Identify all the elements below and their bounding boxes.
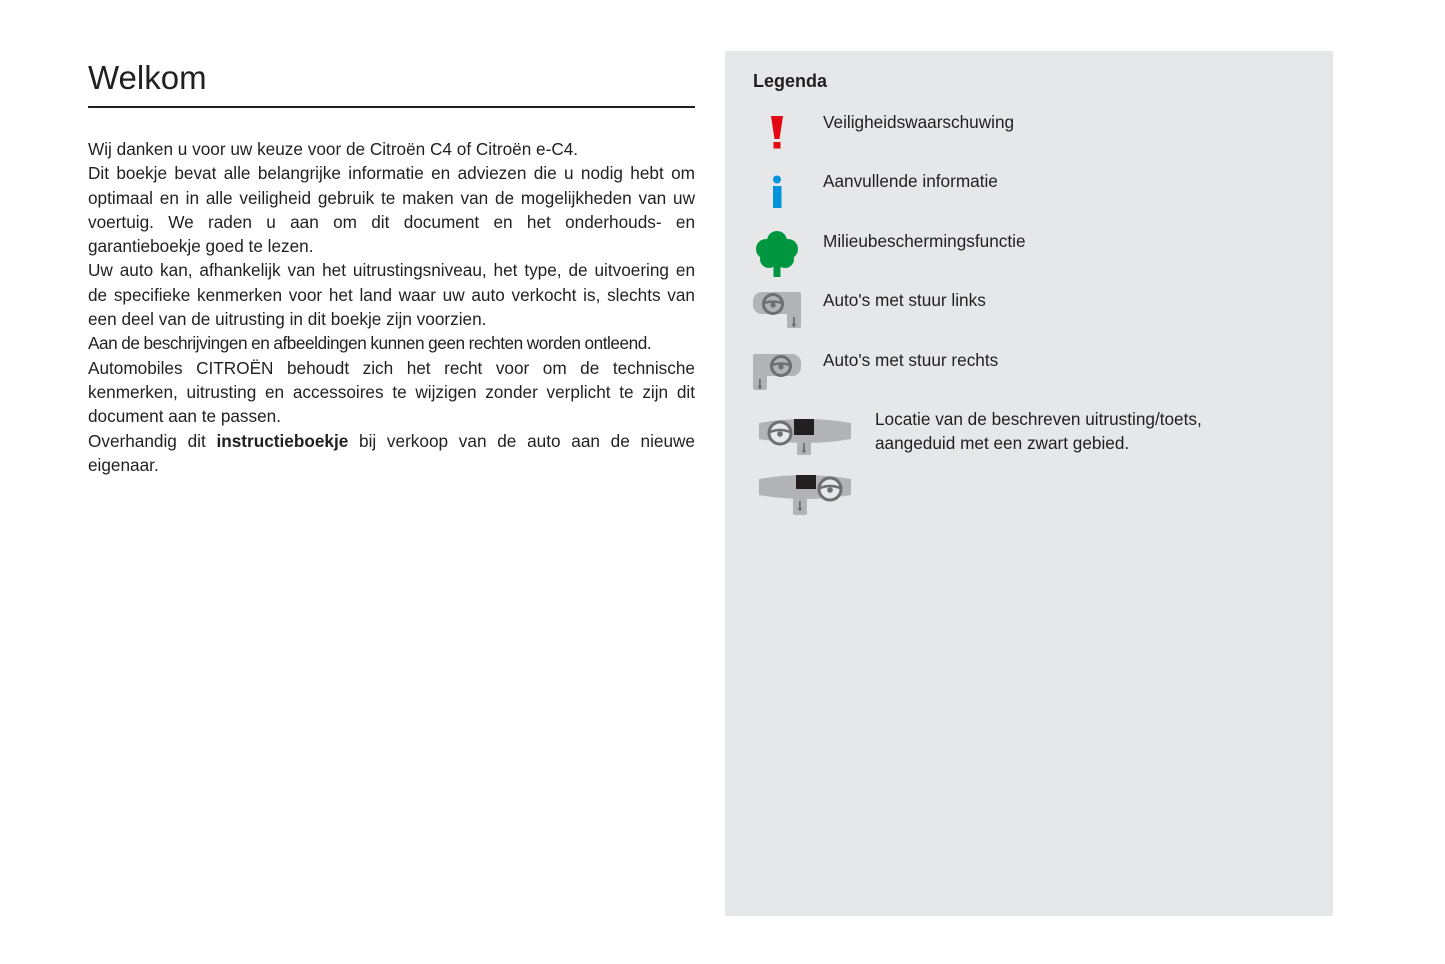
left-hand-drive-icon <box>753 288 803 330</box>
legend-panel <box>725 51 1333 916</box>
closing-bold-text: instructieboekje <box>216 430 349 451</box>
closing-paragraph <box>88 429 695 478</box>
intro-paragraph: Dit boekje bevat alle belangrijke informatie en adviezen die u nodig hebt om optimaal en in alle veiligheid gebruik te maken van de mogelijkheden van uw voertuig. We raden u aan om dit document en het onderhouds- en garantieboekje goed te lezen. <box>88 163 695 257</box>
legend-label: Locatie van de beschreven uitrusting/toets, aangeduid met een zwart gebied. <box>875 409 1202 453</box>
warning-icon <box>763 114 791 150</box>
intro-text <box>88 137 695 477</box>
info-icon <box>763 175 791 211</box>
legend-label: Aanvullende informatie <box>823 171 998 191</box>
intro-paragraph: Aan de beschrijvingen en afbeeldingen kunnen geen rechten worden ontleend. <box>88 333 652 354</box>
legend-title: Legenda <box>753 71 828 91</box>
legend-label: Veiligheidswaarschuwing <box>823 112 1015 132</box>
legend-label: Milieubeschermingsfunctie <box>823 231 1026 251</box>
closing-text: bij verkoop van de auto aan de nieuwe eigenaar. <box>88 430 695 475</box>
closing-text: Overhandig dit <box>88 430 217 451</box>
legend-label: Auto's met stuur rechts <box>823 350 999 370</box>
legend-label: Auto's met stuur links <box>823 290 986 310</box>
tree-icon <box>754 229 800 279</box>
right-hand-drive-icon <box>753 350 803 392</box>
intro-paragraph: Wij danken u voor uw keuze voor de Citroën C4 of Citroën e-C4. <box>88 139 579 159</box>
page-title: Welkom <box>88 56 695 108</box>
intro-paragraph: Uw auto kan, afhankelijk van het uitrustingsniveau, het type, de uitvoering en de specifieke kenmerken voor het land waar uw auto verkocht is, slechts van een deel van de uitrusting in dit boekje zijn voorzien. <box>88 260 695 330</box>
intro-paragraph: Automobiles CITROËN behoudt zich het recht voor om de technische kenmerken, uitrusting en accessoires te wijzigen zonder verplicht te zijn dit document aan te passen. <box>88 357 695 427</box>
dashboard-location-icon <box>755 413 855 521</box>
